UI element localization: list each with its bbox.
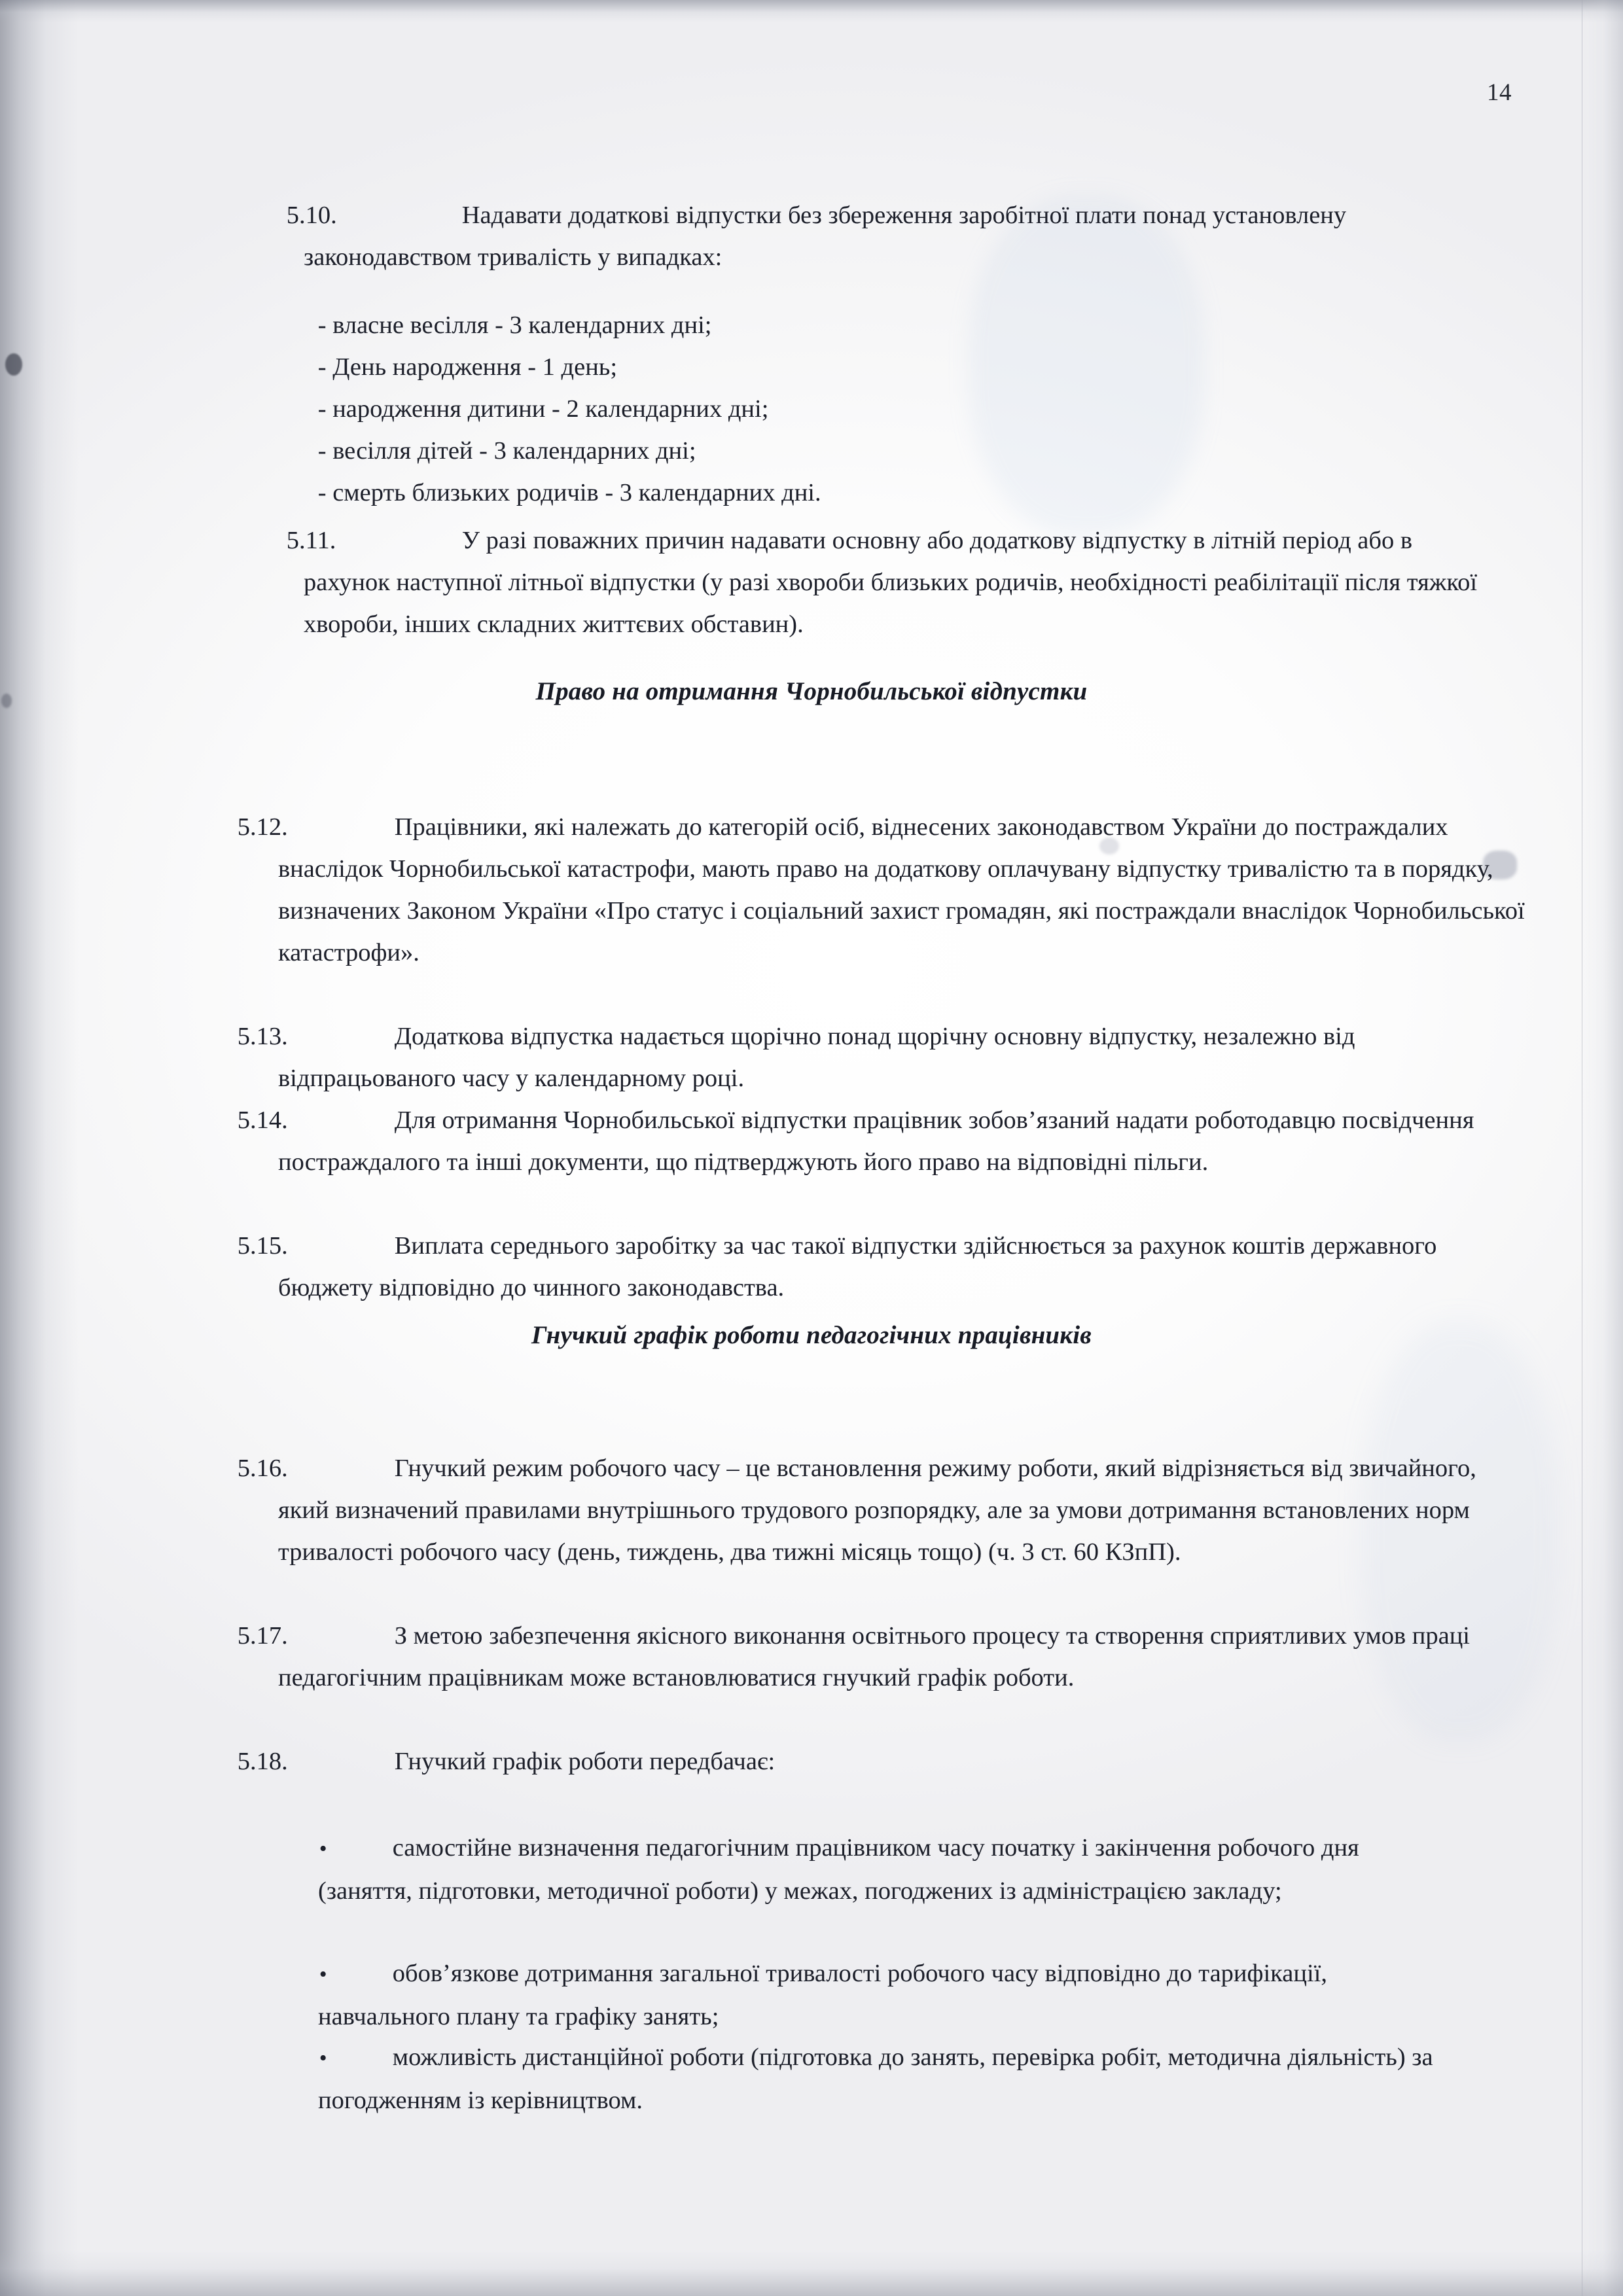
dash-list-item-text: - власне весілля - 3 календарних дні; bbox=[317, 311, 712, 339]
clause-number: 5.17. bbox=[237, 1622, 288, 1650]
dash-list-item-text: - смерть близьких родичів - 3 календарних дні. bbox=[317, 479, 821, 506]
clause-text: Виплата середнього заробітку за час такої відпустки здійснюється за рахунок коштів державного бюджету відповідно до чинного законодавства. bbox=[278, 1232, 1444, 1301]
section-heading-chornobyl-leave: Право на отримання Чорнобильської відпустки bbox=[535, 677, 1088, 705]
clause-text: Додаткова відпустка надається щорічно понад щорічну основну відпустку, незалежно від відпрацьованого часу у календарному році. bbox=[278, 1023, 1362, 1092]
page-number: 14 bbox=[1487, 79, 1512, 106]
bullet-marker-icon: • bbox=[319, 2046, 327, 2070]
clause-text: Для отримання Чорнобильської відпустки працівник зобов’язаний надати роботодавцю посвідчення постраждалого та інші документи, що підтверджують його право на відповідні пільги. bbox=[278, 1106, 1481, 1176]
bullet-list-item-text: можливість дистанційної роботи (підготовка до занять, перевірка робіт, методична діяльність) за погодженням із керівництвом. bbox=[318, 2043, 1440, 2114]
clause-number: 5.14. bbox=[237, 1106, 288, 1134]
bullet-list-item bbox=[281, 1994, 1450, 2163]
clause-number: 5.12. bbox=[237, 813, 288, 841]
clause-number: 5.13. bbox=[237, 1023, 288, 1050]
bullet-list-item-text: обов’язкове дотримання загальної тривалості робочого часу відповідно до тарифікації, навчального плану та графіку занять; bbox=[318, 1960, 1334, 2030]
clause-number: 5.16. bbox=[237, 1455, 288, 1482]
dash-list-item-text: - народження дитини - 2 календарних дні; bbox=[317, 395, 769, 423]
clause-number: 5.11. bbox=[286, 527, 336, 554]
clause-text: У разі поважних причин надавати основну або додаткову відпустку в літній період або в рахунок наступної літньої відпустки (у разі хвороби близьких родичів, необхідності реабілітації після тяжкої хвороби, інших складних життєвих обставин). bbox=[304, 527, 1484, 638]
clause-text: Гнучкий графік роботи передбачає: bbox=[394, 1748, 776, 1775]
clause-number: 5.18. bbox=[237, 1748, 288, 1775]
bullet-marker-icon: • bbox=[319, 1837, 327, 1861]
clause-5-11 bbox=[249, 478, 1482, 687]
section-heading-flexible-schedule: Гнучкий графік роботи педагогічних працівників bbox=[531, 1321, 1092, 1349]
clause-text: Гнучкий режим робочого часу – це встановлення режиму роботи, який відрізняється від звичайного, який визначений правилами внутрішнього трудового розпорядку, але за умови дотримання встановлених норм тривалості робочого часу (день, тиждень, два тижні місяць тощо) (ч. 3 ст. 60 КЗпП). bbox=[278, 1455, 1483, 1566]
clause-text: Працівники, які належать до категорій осіб, віднесених законодавством України до постраждалих внаслідок Чорнобильської катастрофи, мають право на додаткову оплачувану відпустку тривалістю та в порядку, визначених Законом України «Про статус і соціальний захист громадян, які постраждали внаслідок Чорнобильської катастрофи». bbox=[278, 813, 1531, 966]
clause-number: 5.10. bbox=[286, 202, 337, 229]
bullet-marker-icon: • bbox=[319, 1962, 327, 1987]
bullet-list-item-text: самостійне визначення педагогічним працівником часу початку і закінчення робочого дня (заняття, підготовки, методичної роботи) у межах, погоджених із адміністрацією закладу; bbox=[318, 1834, 1366, 1905]
dash-list-item-text: - День народження - 1 день; bbox=[317, 353, 618, 381]
clause-number: 5.15. bbox=[237, 1232, 288, 1260]
clause-text: З метою забезпечення якісного виконання освітнього процесу та створення сприятливих умов праці педагогічним працівникам може встановлюватися гнучкий графік роботи. bbox=[278, 1622, 1476, 1691]
dash-list-item-text: - весілля дітей - 3 календарних дні; bbox=[317, 437, 696, 465]
clause-text: Надавати додаткові відпустки без збереження заробітної плати понад установлену законодавством тривалість у випадках: bbox=[304, 202, 1353, 271]
